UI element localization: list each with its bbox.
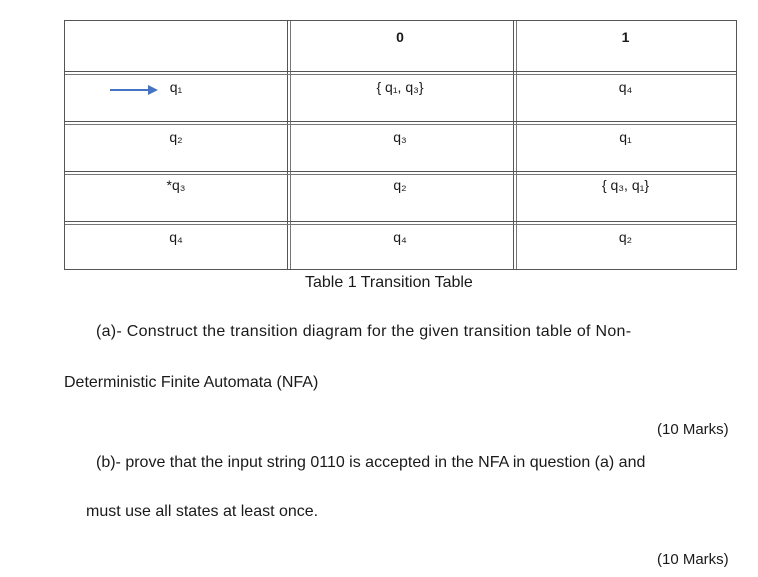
question-b-marks: (10 Marks) bbox=[657, 551, 729, 568]
cell-q4-0: q₄ bbox=[393, 229, 407, 245]
header-col-1: 1 bbox=[621, 29, 630, 45]
cell-q3-1: { q₃, q₁} bbox=[601, 177, 650, 193]
cell-q1-0: { q₁, q₃} bbox=[376, 79, 424, 95]
question-a-line2: Deterministic Finite Automata (NFA) bbox=[64, 374, 319, 391]
cell-q3-0: q₂ bbox=[393, 177, 407, 193]
row-divider bbox=[65, 121, 736, 122]
cell-q2-1: q₁ bbox=[619, 129, 632, 145]
question-a-marks: (10 Marks) bbox=[657, 421, 729, 438]
transition-table bbox=[64, 20, 737, 270]
cell-q2-0: q₃ bbox=[393, 129, 407, 145]
question-b-line2: must use all states at least once. bbox=[86, 503, 319, 520]
question-b-line1: (b)- prove that the input string 0110 is accepted in the NFA in question (a) and bbox=[96, 454, 646, 471]
row-divider bbox=[65, 171, 736, 172]
table-caption: Table 1 Transition Table bbox=[305, 274, 473, 291]
row-divider bbox=[65, 221, 736, 222]
state-q3-final: *q₃ bbox=[166, 177, 186, 193]
state-q2: q₂ bbox=[169, 129, 183, 145]
cell-q1-1: q₄ bbox=[618, 79, 633, 95]
start-state-arrow-icon bbox=[110, 85, 160, 95]
state-q1: q₁ bbox=[169, 79, 183, 95]
row-divider bbox=[65, 71, 736, 72]
cell-q4-1: q₂ bbox=[618, 229, 633, 245]
header-col-0: 0 bbox=[396, 29, 404, 45]
question-a-line1: (a)- Construct the transition diagram for the given transition table of Non- bbox=[96, 323, 632, 340]
state-q4: q₄ bbox=[169, 229, 183, 245]
